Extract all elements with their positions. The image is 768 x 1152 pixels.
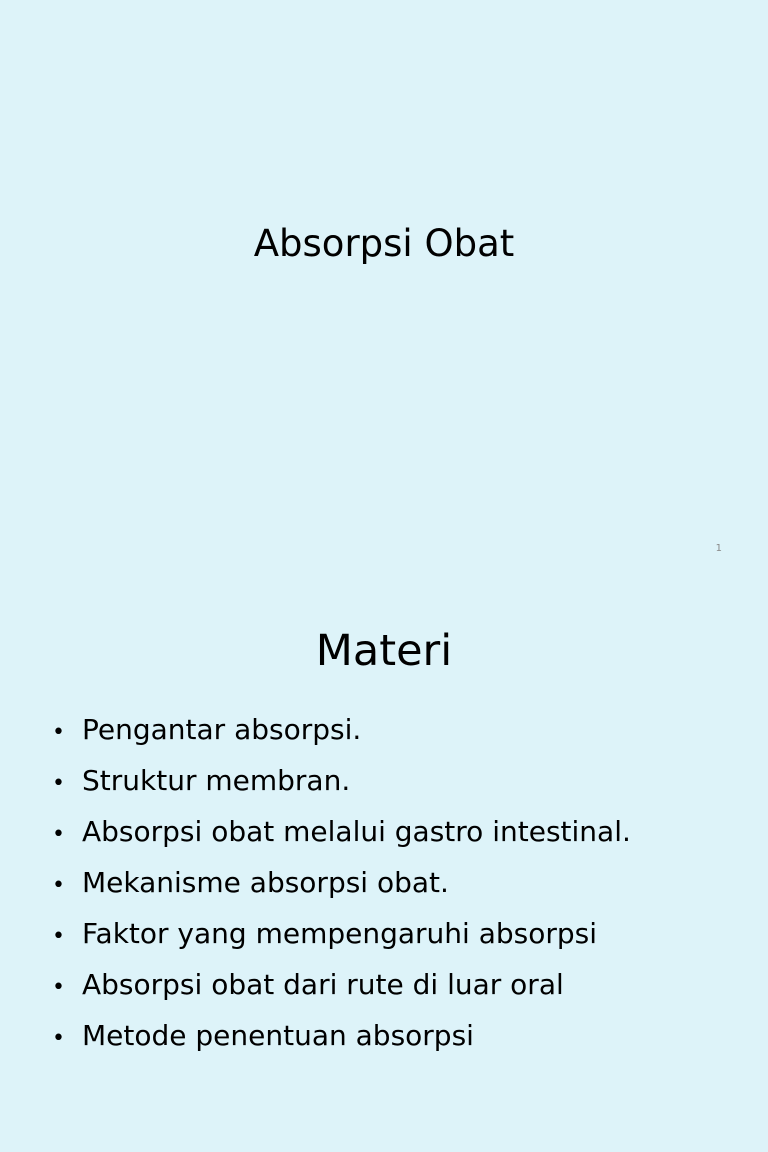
bullet-icon: •	[52, 975, 65, 1000]
slide-2-title: Materi	[315, 626, 453, 676]
list-item	[52, 859, 631, 910]
bullet-text: Faktor yang mempengaruhi absorpsi	[82, 917, 598, 950]
bullet-icon: •	[52, 771, 65, 796]
slide-number: 1	[715, 543, 722, 554]
list-item	[52, 961, 631, 1012]
bullet-text: Mekanisme absorpsi obat.	[82, 866, 449, 899]
bullet-icon: •	[52, 1026, 65, 1051]
slide-2	[0, 576, 768, 1152]
bullet-icon: •	[52, 822, 65, 847]
bullet-list	[52, 706, 631, 1063]
bullet-text: Pengantar absorpsi.	[82, 713, 362, 746]
bullet-text: Absorpsi obat melalui gastro intestinal.	[82, 815, 631, 848]
list-item	[52, 706, 631, 757]
bullet-icon: •	[52, 720, 65, 745]
bullet-text: Metode penentuan absorpsi	[82, 1019, 474, 1052]
bullet-text: Absorpsi obat dari rute di luar oral	[82, 968, 564, 1001]
bullet-icon: •	[52, 924, 65, 949]
list-item	[52, 910, 631, 961]
list-item	[52, 1012, 631, 1063]
bullet-icon: •	[52, 873, 65, 898]
bullet-text: Struktur membran.	[82, 764, 351, 797]
list-item	[52, 808, 631, 859]
slide-1-title: Absorpsi Obat	[253, 222, 515, 265]
list-item	[52, 757, 631, 808]
